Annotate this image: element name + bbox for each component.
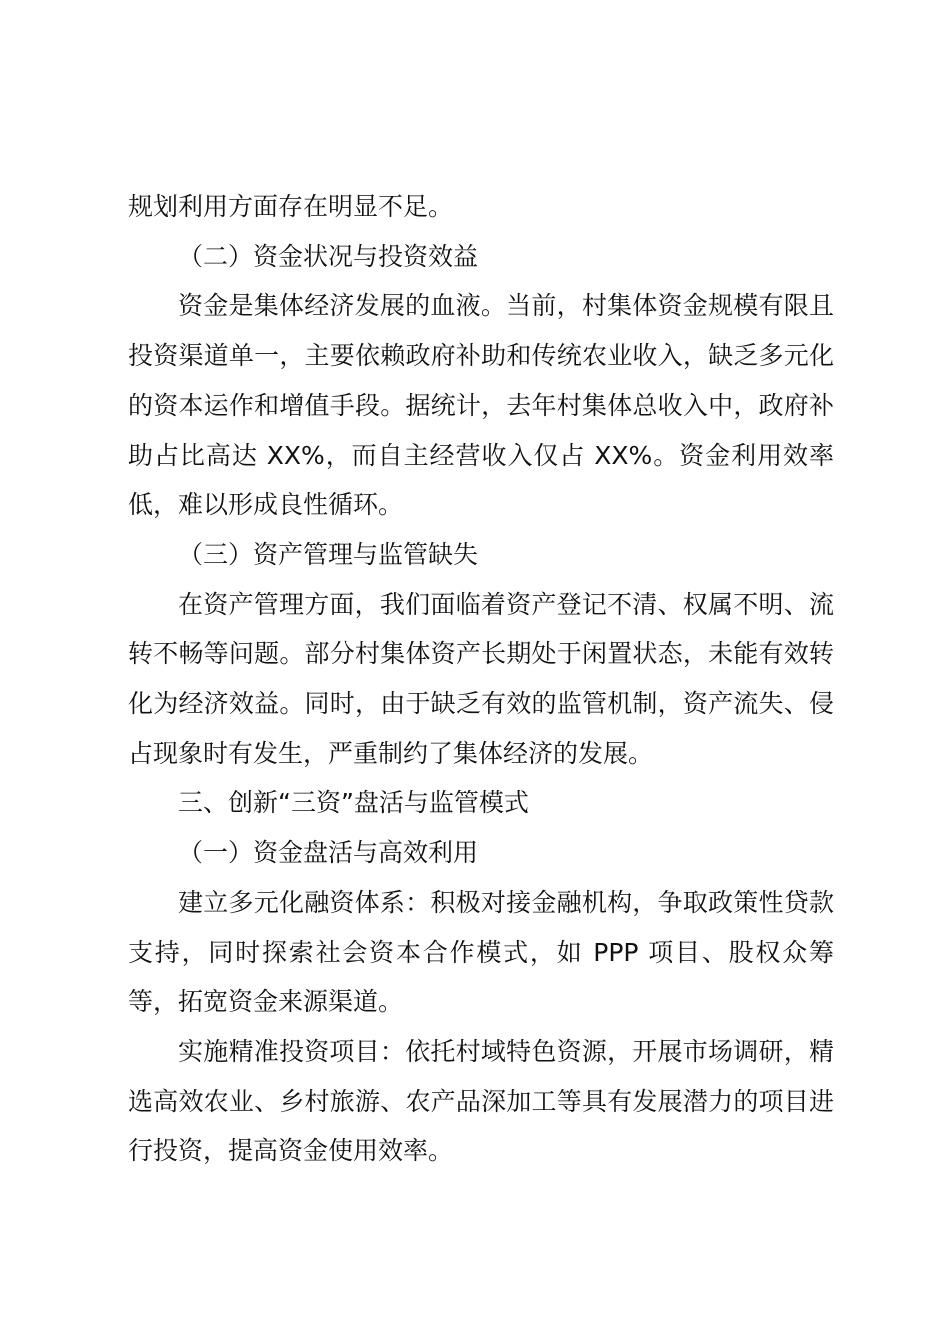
paragraph-precise-investment: 实施精准投资项目：依托村域特色资源，开展市场调研，精选高效农业、乡村旅游、农产品深加工等具有发展潜力的项目进行投资，提高资金使用效率。 xyxy=(128,1036,834,1166)
section-heading-funds-revitalization: （一）资金盘活与高效利用 xyxy=(178,838,479,868)
paragraph-funds-status: 资金是集体经济发展的血液。当前，村集体资金规模有限且投资渠道单一，主要依赖政府补助和传统农业收入，缺乏多元化的资本运作和增值手段。据统计，去年村集体总收入中，政府补助占比高达 XX%，而自主经营收入仅占 XX%。资金利用效率低，难以形成良性循环。 xyxy=(128,291,834,520)
paragraph-financing-system: 建立多元化融资体系：积极对接金融机构，争取政策性贷款支持，同时探索社会资本合作模式，如 PPP 项目、股权众筹等，拓宽资金来源渠道。 xyxy=(128,887,834,1017)
section-heading-assets: （三）资产管理与监管缺失 xyxy=(178,539,479,569)
document-body xyxy=(128,182,834,1176)
paragraph-continued: 规划利用方面存在明显不足。 xyxy=(128,192,454,221)
paragraph-assets-management: 在资产管理方面，我们面临着资产登记不清、权属不明、流转不畅等问题。部分村集体资产长期处于闲置状态，未能有效转化为经济效益。同时，由于缺乏有效的监管机制，资产流失、侵占现象时有发生，严重制约了集体经济的发展。 xyxy=(128,589,834,768)
section-heading-funds: （二）资金状况与投资效益 xyxy=(178,241,479,271)
chapter-heading-innovation: 三、创新“三资”盘活与监管模式 xyxy=(178,788,529,818)
